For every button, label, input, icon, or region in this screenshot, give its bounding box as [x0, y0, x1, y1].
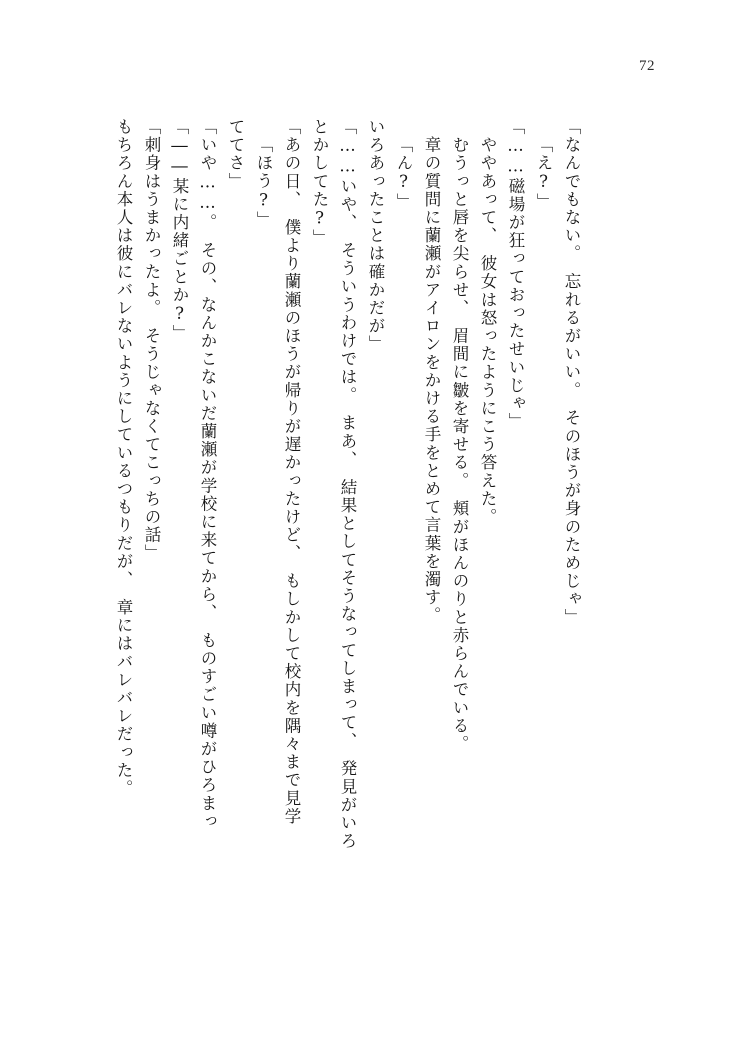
text-column: ててさ」 — [226, 118, 245, 191]
text-column: もちろん本人は彼にバレないようにしているつもりだが、 章にはバレバレだった。 — [114, 118, 133, 798]
text-column: 「――某に内緒ごとか?」 — [170, 118, 189, 343]
page-number: 72 — [639, 58, 655, 74]
text-column: 「あの日、 僕より蘭瀬のほうが帰りが遅かったけど、 もしかして校内を隅々まで見学 — [282, 118, 301, 826]
text-column: 「……磁場が狂っておったせいじゃ」 — [506, 118, 525, 431]
text-column: いろあったことは確かだが」 — [366, 118, 385, 354]
text-column: 章の質問に蘭瀬がアイロンをかける手をとめて言葉を濁す。 — [422, 118, 441, 625]
text-column: 「刺身はうまかったよ。 そうじゃなくてこっちの話」 — [142, 118, 161, 563]
text-column: 「え?」 — [534, 136, 553, 211]
text-column: 「なんでもない。 忘れるがいい。 そのほうが身のためじゃ」 — [562, 118, 581, 627]
text-column: ややあって、 彼女は怒ったようにこう答えた。 — [478, 118, 497, 527]
text-column: 「ほう?」 — [254, 136, 273, 229]
text-column: とかしてた?」 — [310, 118, 329, 248]
text-column: 「……いや、 そういうわけでは。 まあ、 結果としてそうなってしまって、 発見がいろ — [338, 118, 357, 851]
text-column: 「いや……。 その、なんかこないだ蘭瀬が学校に来てから、 ものすごい噂がひろまっ — [198, 118, 217, 831]
vertical-text-block — [103, 118, 663, 918]
text-column: 「ん?」 — [394, 136, 413, 211]
text-column: むうっと唇を尖らせ、 眉間に皺を寄せる。 頬がほんのりと赤らんでいる。 — [450, 118, 469, 754]
